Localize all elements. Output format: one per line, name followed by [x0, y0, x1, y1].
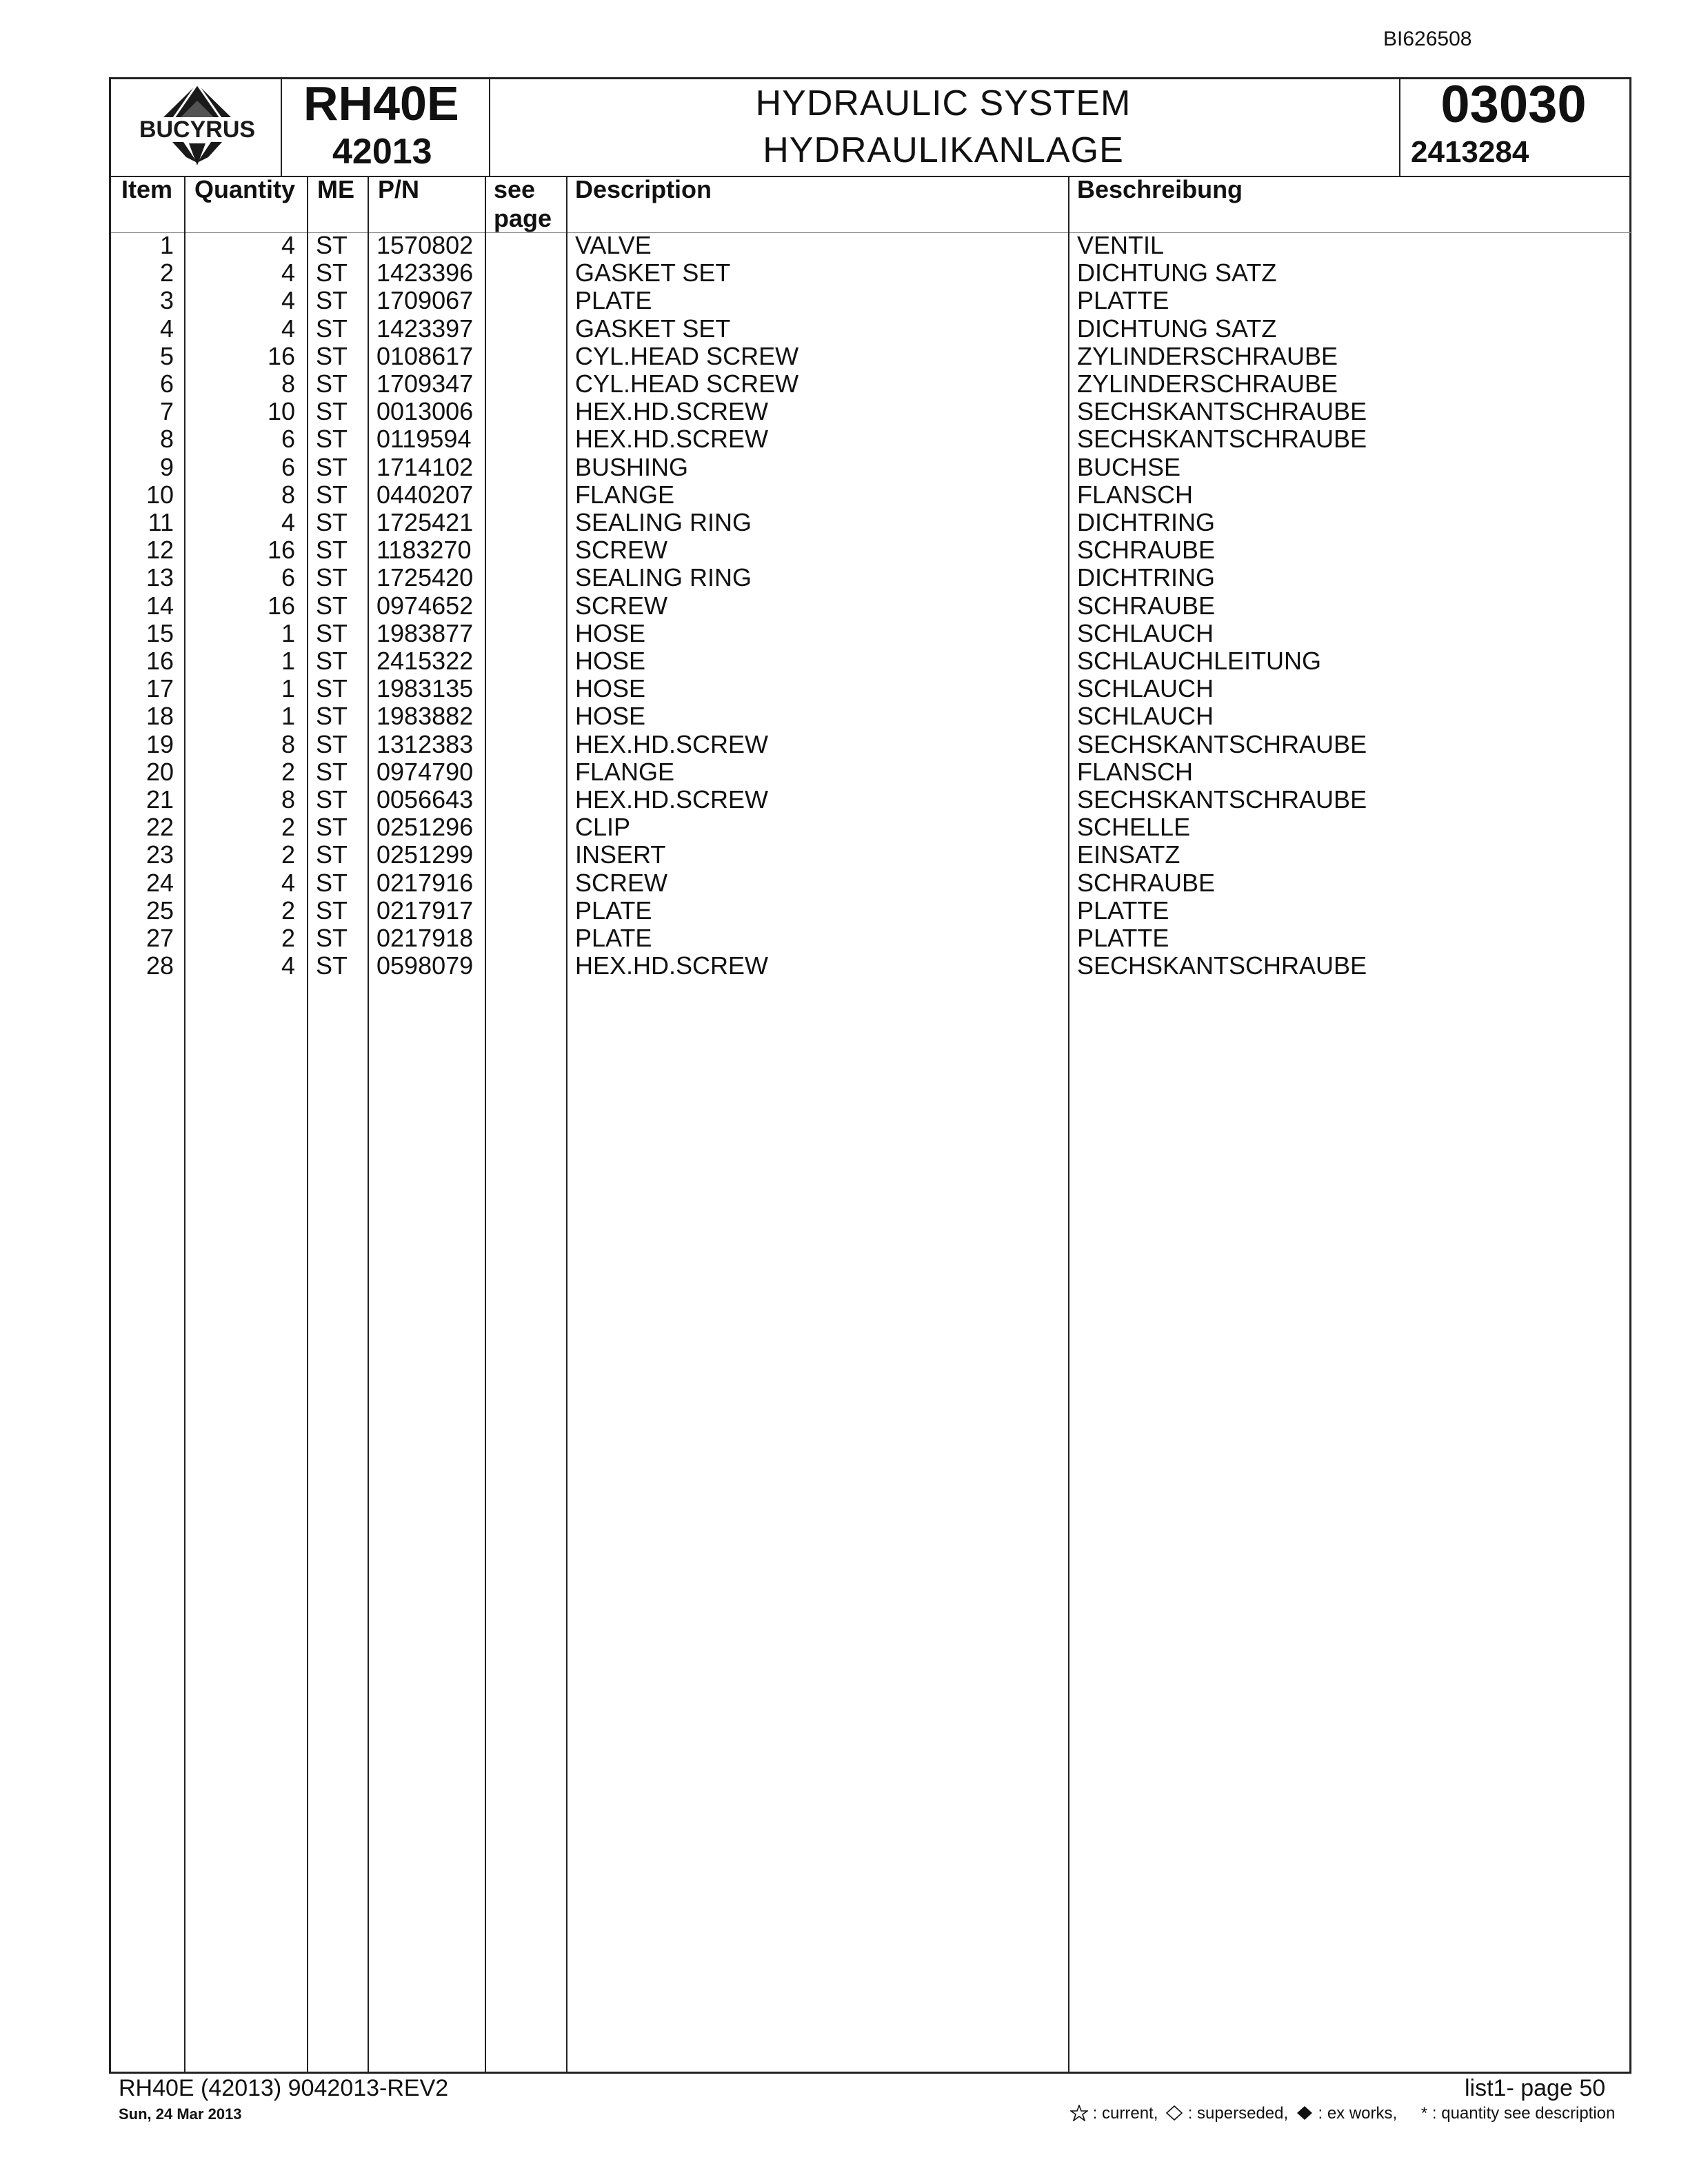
unit: ST	[316, 896, 348, 924]
beschreibung: SECHSKANTSCHRAUBE	[1077, 729, 1367, 758]
quantity: 4	[281, 951, 295, 980]
beschreibung: PLATTE	[1077, 924, 1169, 952]
table-row	[0, 454, 1688, 481]
description: BUSHING	[575, 452, 689, 481]
quantity: 4	[281, 868, 295, 897]
unit: ST	[316, 785, 348, 813]
beschreibung: ZYLINDERSCHRAUBE	[1077, 341, 1338, 370]
part-number: 1983882	[376, 702, 474, 731]
quantity: 16	[267, 591, 295, 620]
item-number: 5	[159, 341, 174, 370]
item-number: 24	[145, 868, 174, 897]
description: PLATE	[575, 286, 652, 315]
model-name: RH40E	[303, 77, 459, 130]
beschreibung: SECHSKANTSCHRAUBE	[1077, 425, 1367, 454]
table-row	[0, 731, 1688, 758]
item-number: 21	[145, 785, 174, 813]
legend-quantity-note: * : quantity see description	[1420, 2104, 1616, 2123]
table-row	[0, 869, 1688, 897]
model-code: 42013	[332, 132, 432, 172]
unit: ST	[316, 536, 348, 565]
description: HEX.HD.SCREW	[575, 729, 769, 758]
description: SEALING RING	[575, 508, 752, 536]
part-number: 1983135	[376, 674, 474, 703]
beschreibung: SCHLAUCHLEITUNG	[1077, 647, 1322, 675]
table-row	[0, 259, 1688, 287]
description: HOSE	[575, 618, 646, 647]
beschreibung: EINSATZ	[1077, 840, 1180, 869]
part-number: 0440207	[376, 480, 474, 509]
column-header-item: Item	[121, 175, 173, 203]
table-row	[0, 675, 1688, 702]
quantity: 6	[281, 452, 295, 481]
beschreibung: VENTIL	[1077, 231, 1165, 259]
table-row	[0, 924, 1688, 952]
document-id: BI626508	[1383, 28, 1472, 50]
assembly-number: 2413284	[1411, 135, 1529, 169]
unit: ST	[316, 397, 348, 426]
part-number: 0251299	[376, 840, 474, 869]
item-number: 12	[145, 536, 174, 565]
table-row	[0, 702, 1688, 730]
item-number: 28	[145, 951, 174, 980]
table-row	[0, 758, 1688, 786]
unit: ST	[316, 868, 348, 897]
item-number: 2	[159, 259, 174, 287]
part-number: 1983877	[376, 618, 474, 647]
item-number: 6	[159, 370, 174, 398]
quantity: 2	[281, 840, 295, 869]
unit: ST	[316, 231, 348, 259]
brand-text: BUCYRUS	[139, 117, 256, 143]
table-row	[0, 398, 1688, 425]
table-row	[0, 425, 1688, 453]
unit: ST	[316, 618, 348, 647]
description: CLIP	[575, 813, 631, 842]
quantity: 4	[281, 314, 295, 343]
unit: ST	[316, 840, 348, 869]
unit: ST	[316, 647, 348, 675]
quantity: 2	[281, 924, 295, 952]
description: SEALING RING	[575, 563, 752, 592]
star-icon	[1070, 2105, 1088, 2121]
column-header-see-page: see page	[494, 175, 552, 232]
item-number: 7	[159, 397, 174, 426]
quantity: 8	[281, 785, 295, 813]
part-number: 1570802	[376, 231, 474, 259]
unit: ST	[316, 591, 348, 620]
unit: ST	[316, 674, 348, 703]
quantity: 1	[281, 647, 295, 675]
description: SCREW	[575, 591, 667, 620]
title-english: HYDRAULIC SYSTEM	[755, 83, 1132, 123]
part-number: 1709067	[376, 286, 474, 315]
item-number: 11	[148, 508, 174, 536]
beschreibung: SECHSKANTSCHRAUBE	[1077, 951, 1367, 980]
part-number: 0217917	[376, 896, 474, 924]
description: PLATE	[575, 896, 652, 924]
beschreibung: SCHRAUBE	[1077, 536, 1216, 565]
footer-document-reference: RH40E (42013) 9042013-REV2	[119, 2075, 449, 2101]
diamond-filled-icon	[1296, 2105, 1314, 2121]
beschreibung: PLATTE	[1077, 896, 1169, 924]
table-row	[0, 536, 1688, 564]
table-row	[0, 509, 1688, 536]
table-row	[0, 841, 1688, 869]
title-german: HYDRAULIKANLAGE	[763, 130, 1124, 170]
item-number: 22	[145, 813, 174, 842]
beschreibung: FLANSCH	[1077, 757, 1194, 786]
beschreibung: SCHRAUBE	[1077, 591, 1216, 620]
unit: ST	[316, 314, 348, 343]
item-number: 18	[145, 702, 174, 731]
item-number: 20	[145, 757, 174, 786]
description: CYL.HEAD SCREW	[575, 341, 799, 370]
part-number: 1423397	[376, 314, 474, 343]
part-number: 0108617	[376, 341, 474, 370]
quantity: 16	[267, 536, 295, 565]
unit: ST	[316, 259, 348, 287]
quantity: 6	[281, 425, 295, 454]
beschreibung: DICHTRING	[1077, 508, 1215, 536]
quantity: 2	[281, 813, 295, 842]
group-number: 03030	[1440, 75, 1587, 134]
unit: ST	[316, 757, 348, 786]
beschreibung: SCHLAUCH	[1077, 702, 1214, 731]
description: FLANGE	[575, 757, 675, 786]
unit: ST	[316, 341, 348, 370]
item-number: 13	[145, 563, 174, 592]
diamond-outline-icon	[1165, 2105, 1183, 2121]
quantity: 1	[281, 674, 295, 703]
quantity: 8	[281, 370, 295, 398]
beschreibung: DICHTRING	[1077, 563, 1215, 592]
table-row	[0, 813, 1688, 841]
unit: ST	[316, 480, 348, 509]
unit: ST	[316, 563, 348, 592]
part-number: 1725421	[376, 508, 474, 536]
part-number: 2415322	[376, 647, 474, 675]
beschreibung: PLATTE	[1077, 286, 1169, 315]
quantity: 16	[267, 341, 295, 370]
item-number: 17	[145, 674, 174, 703]
unit: ST	[316, 425, 348, 454]
description: SCREW	[575, 536, 667, 565]
unit: ST	[316, 702, 348, 731]
description: HOSE	[575, 647, 646, 675]
beschreibung: DICHTUNG SATZ	[1077, 314, 1277, 343]
column-header-beschreibung: Beschreibung	[1077, 175, 1243, 203]
footer-date: Sun, 24 Mar 2013	[119, 2105, 242, 2123]
quantity: 2	[281, 757, 295, 786]
part-number: 0974652	[376, 591, 474, 620]
column-header-description: Description	[575, 175, 712, 203]
quantity: 4	[281, 286, 295, 315]
column-header-me: ME	[317, 175, 354, 203]
column-header-quantity: Quantity	[194, 175, 296, 203]
quantity: 2	[281, 896, 295, 924]
description: HEX.HD.SCREW	[575, 951, 769, 980]
description: HEX.HD.SCREW	[575, 425, 769, 454]
description: HOSE	[575, 702, 646, 731]
item-number: 27	[145, 924, 174, 952]
legend	[1070, 2104, 1618, 2123]
item-number: 8	[159, 425, 174, 454]
description: FLANGE	[575, 480, 675, 509]
table-row	[0, 481, 1688, 509]
item-number: 15	[145, 618, 174, 647]
part-number: 1183270	[376, 536, 472, 565]
table-row	[0, 315, 1688, 343]
part-number: 1714102	[376, 452, 474, 481]
part-number: 1725420	[376, 563, 474, 592]
table-row	[0, 620, 1688, 647]
part-number: 0217918	[376, 924, 474, 952]
quantity: 1	[281, 702, 295, 731]
part-number: 1312383	[376, 729, 474, 758]
item-number: 16	[145, 647, 174, 675]
unit: ST	[316, 951, 348, 980]
part-number: 0598079	[376, 951, 474, 980]
item-number: 14	[145, 591, 174, 620]
quantity: 6	[281, 563, 295, 592]
part-number: 0974790	[376, 757, 474, 786]
quantity: 4	[281, 508, 295, 536]
description: CYL.HEAD SCREW	[575, 370, 799, 398]
beschreibung: FLANSCH	[1077, 480, 1194, 509]
part-number: 0056643	[376, 785, 474, 813]
beschreibung: SECHSKANTSCHRAUBE	[1077, 397, 1367, 426]
table-row	[0, 897, 1688, 924]
column-header-pn: P/N	[378, 175, 420, 203]
description: VALVE	[575, 231, 652, 259]
description: HEX.HD.SCREW	[575, 785, 769, 813]
unit: ST	[316, 729, 348, 758]
description: SCREW	[575, 868, 667, 897]
quantity: 8	[281, 729, 295, 758]
quantity: 10	[267, 397, 295, 426]
item-number: 1	[159, 231, 174, 259]
unit: ST	[316, 286, 348, 315]
part-number: 0251296	[376, 813, 474, 842]
description: PLATE	[575, 924, 652, 952]
unit: ST	[316, 370, 348, 398]
unit: ST	[316, 508, 348, 536]
quantity: 4	[281, 231, 295, 259]
description: INSERT	[575, 840, 666, 869]
quantity: 8	[281, 480, 295, 509]
part-number: 0119594	[376, 425, 472, 454]
description: HEX.HD.SCREW	[575, 397, 769, 426]
table-row	[0, 287, 1688, 314]
table-row	[0, 370, 1688, 398]
footer-page-number: list1- page 50	[1465, 2075, 1606, 2101]
description: HOSE	[575, 674, 646, 703]
beschreibung: DICHTUNG SATZ	[1077, 259, 1277, 287]
item-number: 10	[145, 480, 174, 509]
beschreibung: SCHRAUBE	[1077, 868, 1216, 897]
item-number: 4	[159, 314, 174, 343]
beschreibung: SCHELLE	[1077, 813, 1191, 842]
table-row	[0, 232, 1688, 259]
part-number: 1423396	[376, 259, 474, 287]
beschreibung: SCHLAUCH	[1077, 674, 1214, 703]
legend-current: : current,	[1092, 2104, 1158, 2123]
unit: ST	[316, 813, 348, 842]
table-row	[0, 786, 1688, 813]
part-number: 0217916	[376, 868, 474, 897]
table-row	[0, 647, 1688, 675]
legend-superseded: : superseded,	[1187, 2104, 1289, 2123]
item-number: 9	[159, 452, 174, 481]
beschreibung: ZYLINDERSCHRAUBE	[1077, 370, 1338, 398]
table-row	[0, 952, 1688, 980]
table-row	[0, 564, 1688, 592]
quantity: 1	[281, 618, 295, 647]
beschreibung: SCHLAUCH	[1077, 618, 1214, 647]
item-number: 19	[145, 729, 174, 758]
item-number: 25	[145, 896, 174, 924]
unit: ST	[316, 452, 348, 481]
unit: ST	[316, 924, 348, 952]
beschreibung: BUCHSE	[1077, 452, 1181, 481]
description: GASKET SET	[575, 314, 731, 343]
item-number: 3	[159, 286, 174, 315]
bucyrus-logo	[114, 80, 280, 170]
part-number: 0013006	[376, 397, 474, 426]
part-number: 1709347	[376, 370, 474, 398]
beschreibung: SECHSKANTSCHRAUBE	[1077, 785, 1367, 813]
table-row	[0, 343, 1688, 370]
item-number: 23	[145, 840, 174, 869]
quantity: 4	[281, 259, 295, 287]
legend-ex-works: : ex works,	[1318, 2104, 1398, 2123]
table-row	[0, 592, 1688, 620]
description: GASKET SET	[575, 259, 731, 287]
